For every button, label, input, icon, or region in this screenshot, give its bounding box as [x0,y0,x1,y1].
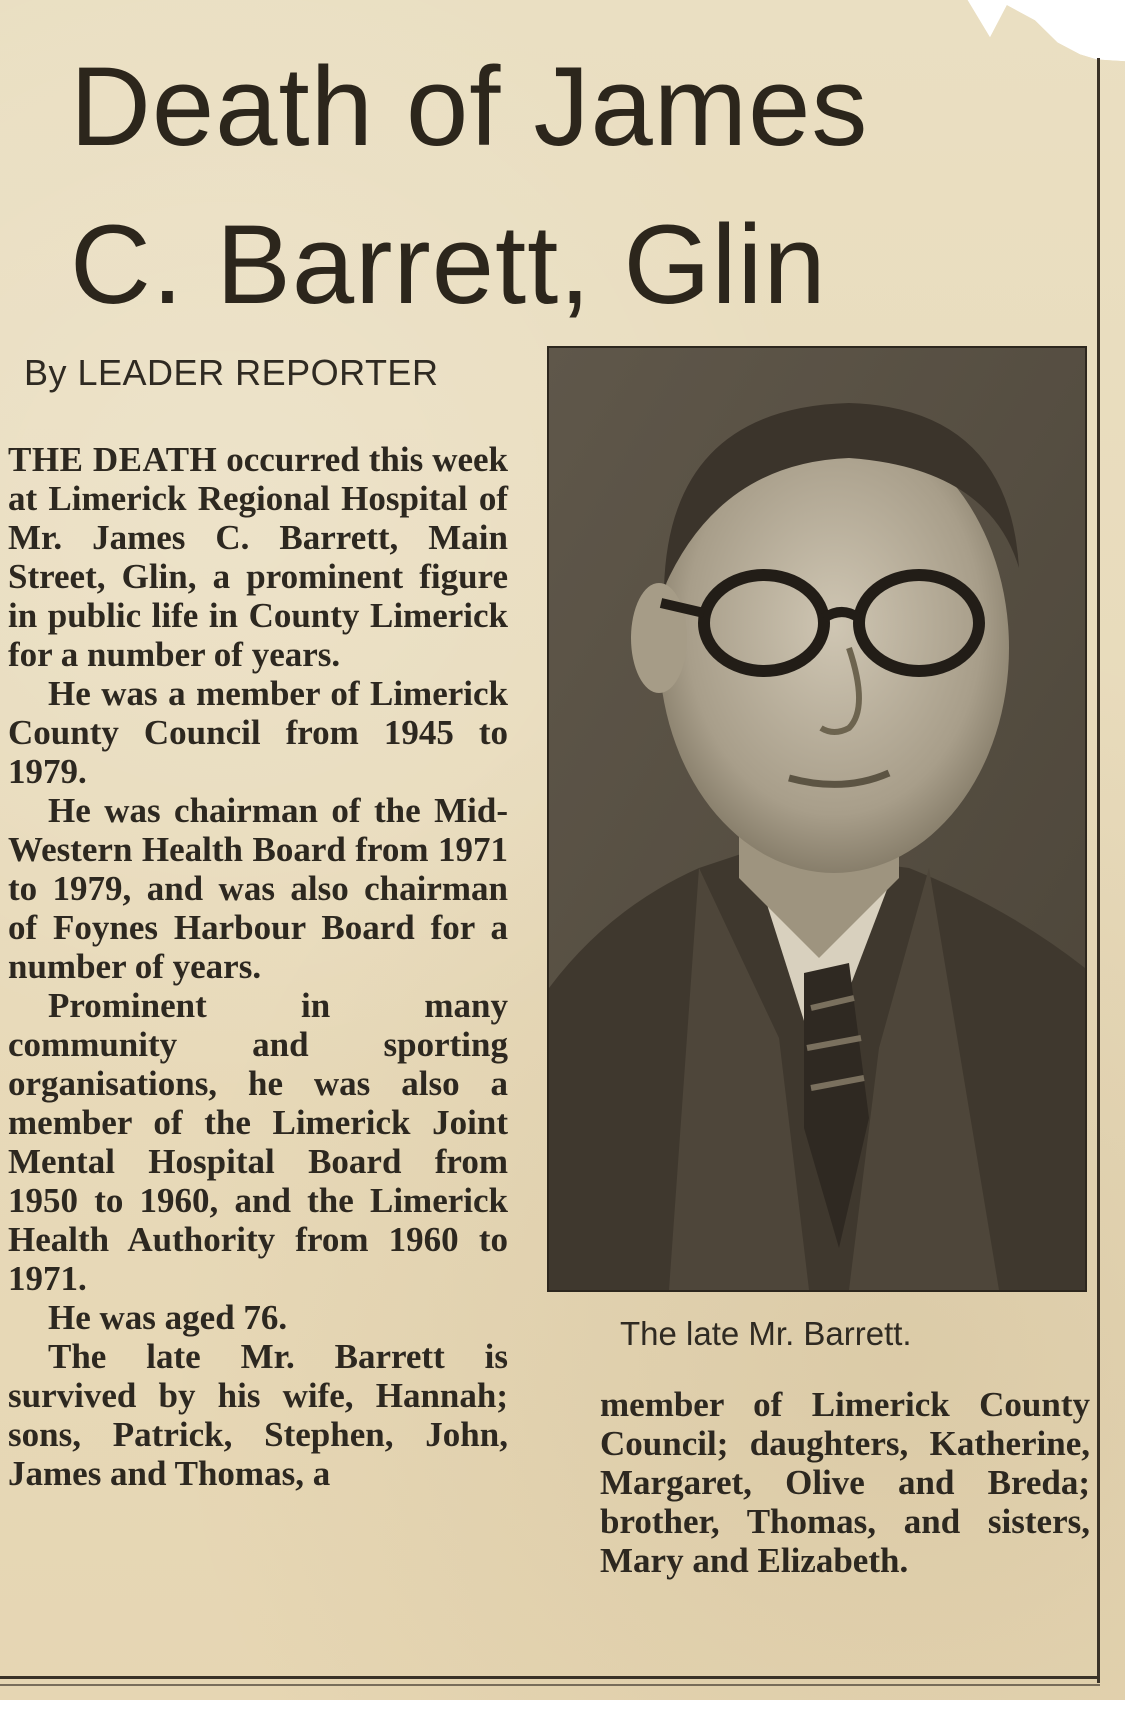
column-rule-bottom [0,1676,1100,1679]
headline [70,28,1030,344]
headline-line-1: Death of James [70,44,869,169]
column-rule-right [1097,58,1100,1683]
article-paragraph-3: He was chairman of the Mid-Western Health Board from 1971 to 1979, and was also chairman of Foynes Harbour Board for a number of years. [8,791,508,986]
column-rule-bottom-secondary [0,1684,1100,1686]
byline: By LEADER REPORTER [24,352,439,393]
headline-line-2: C. Barrett, Glin [70,202,827,327]
article-paragraph-7: member of Limerick County Council; daughters, Katherine, Margaret, Olive and Breda; brother, Thomas, and sisters, Mary and Elizabeth. [600,1385,1090,1580]
article-column-right [600,1385,1090,1580]
lead-caps: THE DEATH [8,440,218,479]
article-paragraph-5: He was aged 76. [48,1298,288,1337]
portrait-photo [547,346,1087,1292]
article-paragraph-2: He was a member of Limerick County Council from 1945 to 1979. [8,674,508,791]
article-column-left [8,440,508,1493]
article-paragraph-1 [8,440,508,674]
photo-caption: The late Mr. Barrett. [620,1315,912,1352]
portrait-illustration [549,348,1085,1290]
paragraph-1-text: occurred this week at Limerick Regional Hospital of Mr. James C. Barrett, Main Street, Glin, a prominent figure in public life in County Limerick for a number of years. [8,440,509,674]
article-paragraph-6: The late Mr. Barrett is survived by his wife, Hannah; sons, Patrick, Stephen, John, James and Thomas, a [8,1337,508,1493]
article-paragraph-4: Prominent in many community and sporting organisations, he was also a member of the Limerick Joint Mental Hospital Board from 1950 to 1960, and the Limerick Health Authority from 1960 to 1971. [8,986,508,1298]
